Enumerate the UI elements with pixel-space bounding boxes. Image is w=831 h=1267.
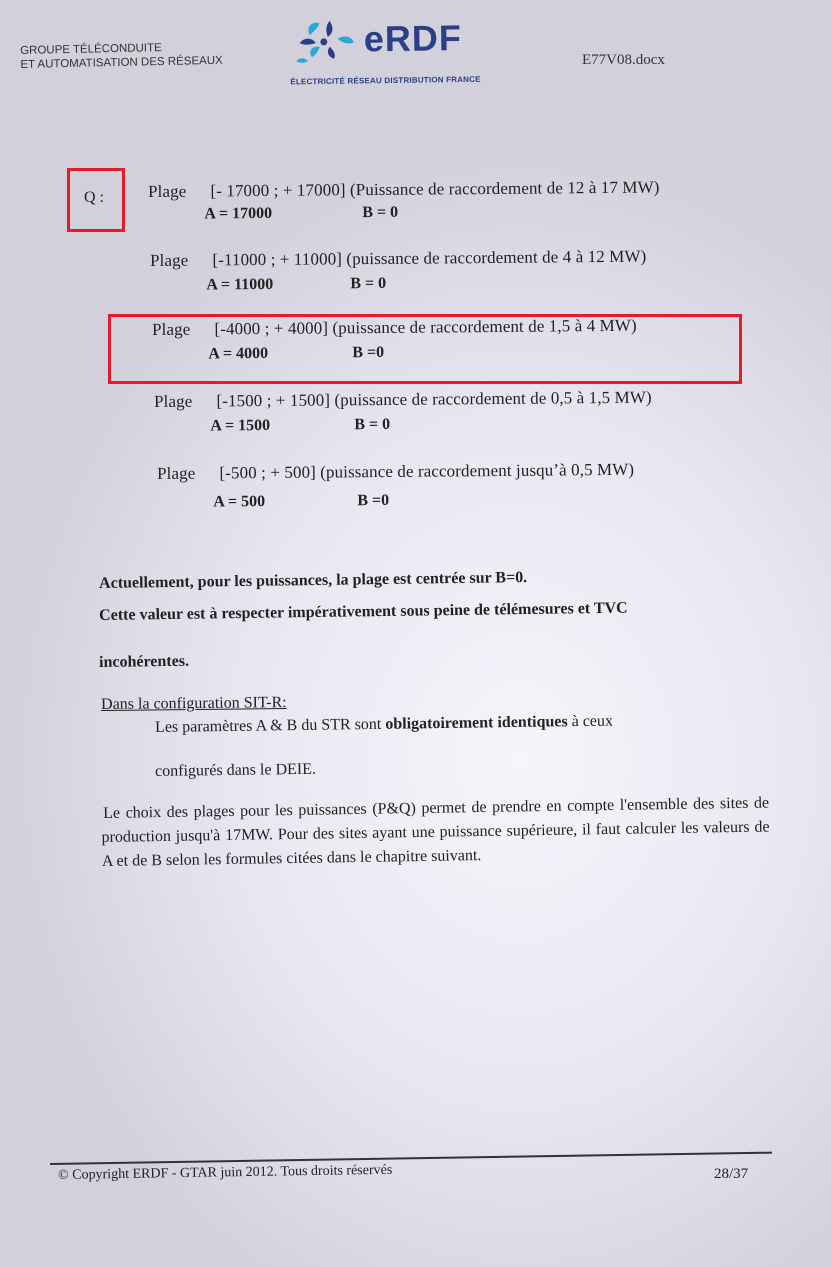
range-b-value: B =0 [357, 491, 390, 510]
erdf-logo-word: eRDF [363, 16, 463, 60]
range-description: (puissance de raccordement jusqu’à 0,5 MW) [320, 459, 635, 482]
range-b-value: B = 0 [362, 203, 399, 222]
q-label: Q : [84, 189, 104, 206]
range-plage-label: Plage [157, 463, 196, 483]
range-description: (puissance de raccordement de 1,5 à 4 MW) [332, 315, 637, 338]
range-plage-label: Plage [152, 319, 191, 339]
range-item [148, 178, 660, 228]
footer-copyright: © Copyright ERDF - GTAR juin 2012. Tous droits réservés [58, 1162, 393, 1183]
range-interval: [-11000 ; + 11000] [212, 249, 343, 270]
config-line-2: configurés dans le DEIE. [155, 760, 317, 780]
range-interval: [-500 ; + 500] [219, 462, 316, 483]
range-plage-label: Plage [148, 181, 187, 201]
header-document-reference: E77V08.docx [582, 52, 665, 68]
header-department-line1: GROUPE TÉLÉCONDUITE [20, 42, 162, 57]
range-a-value: A = 4000 [208, 344, 269, 363]
range-description: (puissance de raccordement de 0,5 à 1,5 MW) [334, 387, 652, 410]
range-a-value: A = 500 [213, 493, 266, 511]
body-paragraph [101, 792, 770, 874]
header-department-line2: ET AUTOMATISATION DES RÉSEAUX [20, 54, 223, 71]
erdf-logo-icon [289, 16, 362, 73]
range-plage-label: Plage [154, 391, 193, 411]
config-line-1 [155, 713, 613, 737]
erdf-logo-subtitle: ÉLECTRICITÉ RÉSEAU DISTRIBUTION FRANCE [290, 74, 481, 87]
footer-page-number: 28/37 [714, 1166, 749, 1182]
range-item [157, 460, 634, 510]
range-b-value: B = 0 [354, 415, 391, 434]
range-interval: [-4000 ; + 4000] [214, 318, 329, 339]
notice-line-1: Actuellement, pour les puissances, la plage est centrée sur B=0. [99, 569, 528, 592]
body-paragraph-text: Le choix des plages pour les puissances (P&Q) permet de prendre en compte l'ensemble des sites de production jusqu'à 17MW. Pour des sites ayant une puissance supérieure, il faut calculer les valeurs de A et de B selon les formules citées dans le chapitre suivant. [101, 794, 770, 870]
footer-divider [50, 1152, 772, 1165]
config-title: Dans la configuration SIT-R: [101, 694, 287, 713]
range-b-value: B =0 [352, 343, 385, 362]
range-item [150, 247, 647, 297]
notice-line-2: Cette valeur est à respecter impérativement sous peine de télémesures et TVC [99, 599, 628, 624]
config-line-1-emphasis: obligatoirement identiques [385, 713, 568, 733]
range-item [152, 316, 637, 366]
range-a-value: A = 1500 [210, 416, 271, 435]
range-description: (Puissance de raccordement de 12 à 17 MW) [349, 177, 660, 200]
header-department [20, 40, 223, 72]
config-line-1-start: Les paramètres A & B du STR sont [155, 715, 386, 736]
range-plage-label: Plage [150, 250, 189, 270]
range-a-value: A = 11000 [206, 275, 274, 294]
range-interval: [-1500 ; + 1500] [216, 390, 331, 411]
range-description: (puissance de raccordement de 4 à 12 MW) [346, 246, 647, 269]
erdf-logo [289, 15, 490, 94]
range-b-value: B = 0 [350, 274, 387, 293]
notice-line-3: incohérentes. [99, 652, 190, 671]
range-a-value: A = 17000 [204, 204, 273, 223]
range-interval: [- 17000 ; + 17000] [210, 180, 346, 201]
range-item [154, 388, 652, 438]
config-line-1-end: à ceux [567, 712, 614, 731]
